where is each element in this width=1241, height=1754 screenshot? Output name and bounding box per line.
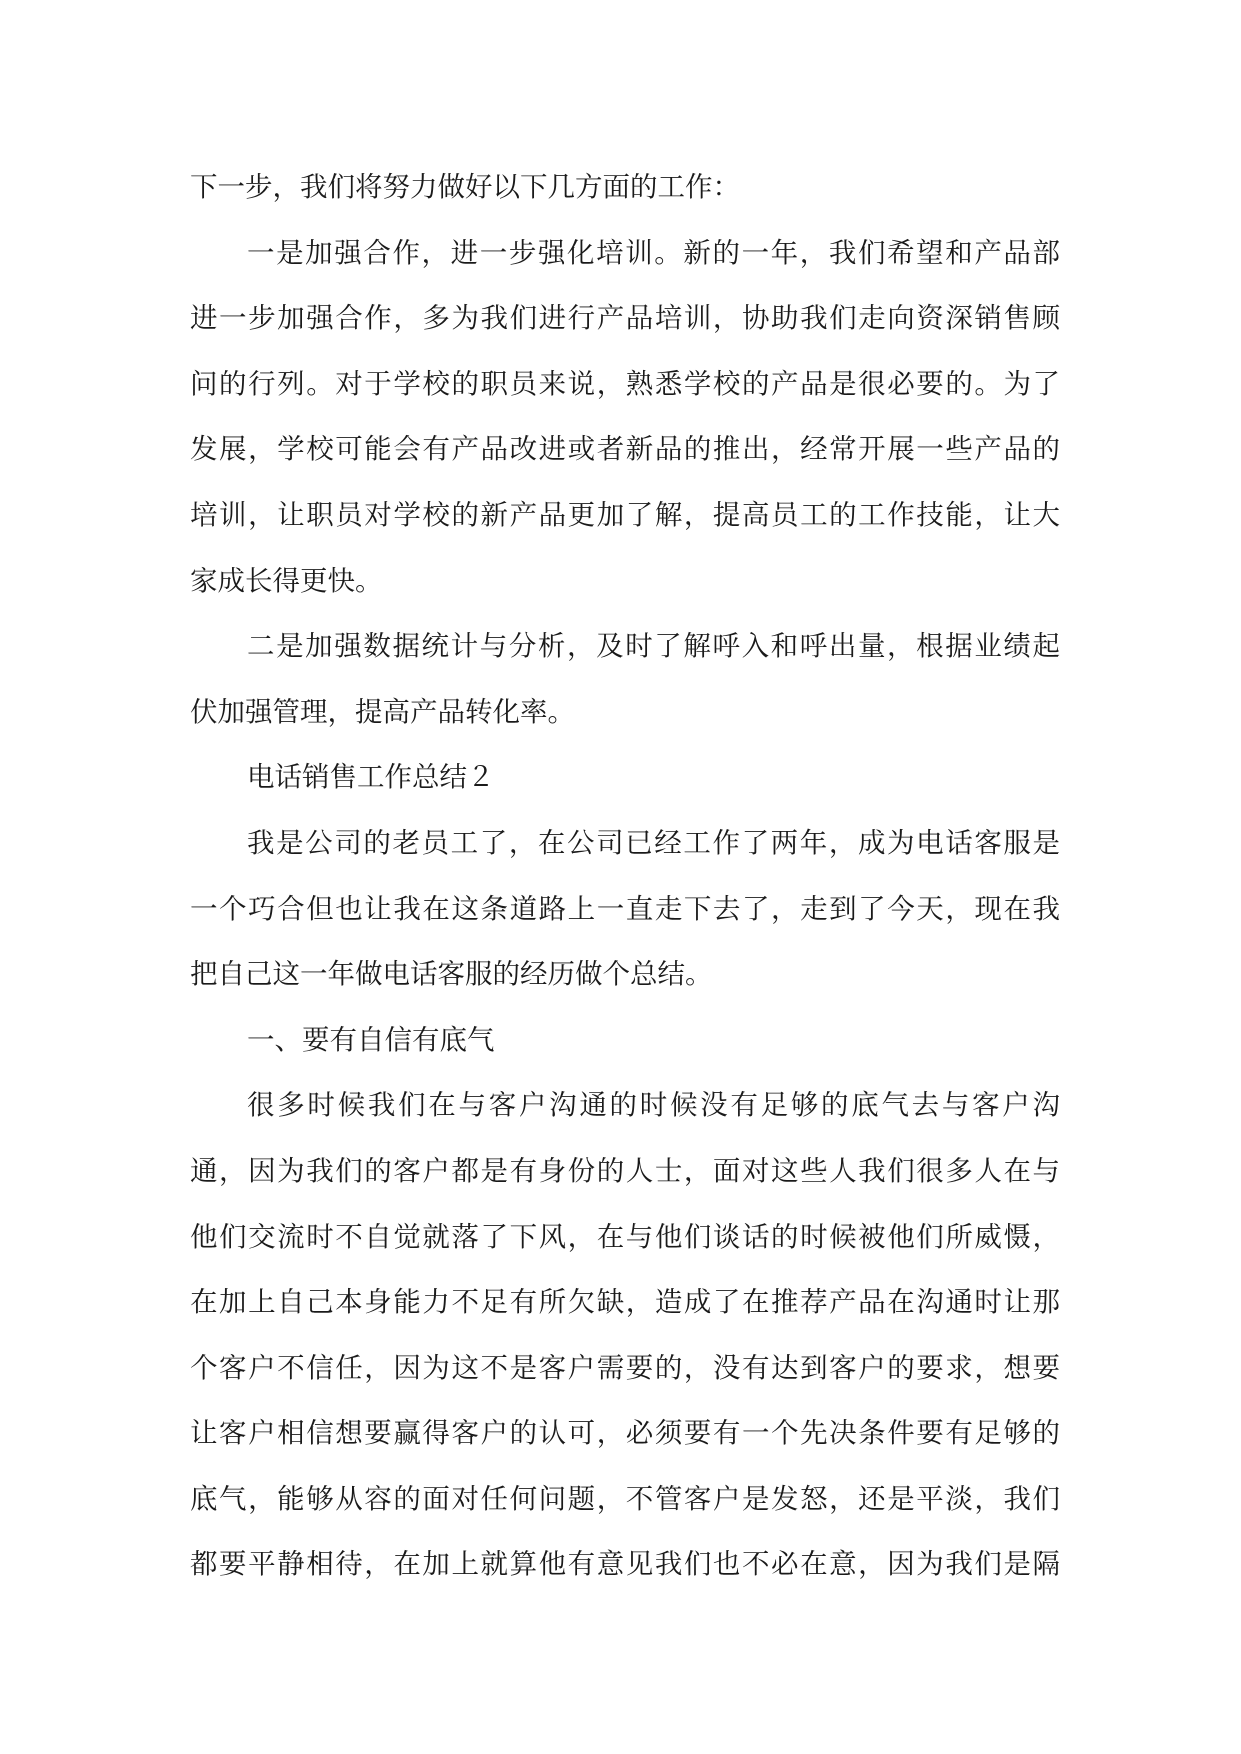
paragraph-first-line: 二是加强数据统计与分析，及时了解呼入和呼出量，根据业绩起 — [247, 630, 1060, 663]
text-line: 在加上自己本身能力不足有所欠缺，造成了在推荐产品在沟通时让那 — [190, 1286, 1060, 1319]
text-line: 下一步，我们将努力做好以下几方面的工作： — [190, 171, 740, 203]
text-line: 问的行列。对于学校的职员来说，熟悉学校的产品是很必要的。为了 — [190, 367, 1060, 400]
text-line: 他们交流时不自觉就落了下风，在与他们谈话的时候被他们所威慑， — [190, 1220, 1060, 1253]
text-line: 让客户相信想要赢得客户的认可，必须要有一个先决条件要有足够的 — [190, 1417, 1060, 1450]
text-line: 底气，能够从容的面对任何问题，不管客户是发怒，还是平淡，我们 — [190, 1482, 1060, 1515]
text-line: 把自己这一年做电话客服的经历做个总结。 — [190, 958, 713, 991]
text-line: 发展，学校可能会有产品改进或者新品的推出，经常开展一些产品的 — [190, 433, 1060, 466]
text-line: 个客户不信任，因为这不是客户需要的，没有达到客户的要求，想要 — [190, 1351, 1060, 1384]
paragraph-first-line: 很多时候我们在与客户沟通的时候没有足够的底气去与客户沟 — [247, 1089, 1060, 1122]
text-line: 家成长得更快。 — [190, 564, 383, 597]
paragraph-first-line: 一是加强合作，进一步强化培训。新的一年，我们希望和产品部 — [247, 236, 1060, 269]
document-page — [190, 155, 1060, 1598]
subsection-heading: 一、要有自信有底气 — [247, 1023, 495, 1056]
text-line: 培训，让职员对学校的新产品更加了解，提高员工的工作技能，让大 — [190, 498, 1060, 531]
paragraph-first-line: 我是公司的老员工了，在公司已经工作了两年，成为电话客服是 — [247, 826, 1060, 859]
text-line: 伏加强管理，提高产品转化率。 — [190, 695, 575, 728]
text-line: 进一步加强合作，多为我们进行产品培训，协助我们走向资深销售顾 — [190, 302, 1060, 335]
text-line: 通，因为我们的客户都是有身份的人士，面对这些人我们很多人在与 — [190, 1154, 1060, 1187]
section-heading: 电话销售工作总结２ — [247, 761, 495, 794]
text-line: 都要平静相待，在加上就算他有意见我们也不必在意，因为我们是隔 — [190, 1548, 1060, 1581]
text-line: 一个巧合但也让我在这条道路上一直走下去了，走到了今天，现在我 — [190, 892, 1060, 925]
